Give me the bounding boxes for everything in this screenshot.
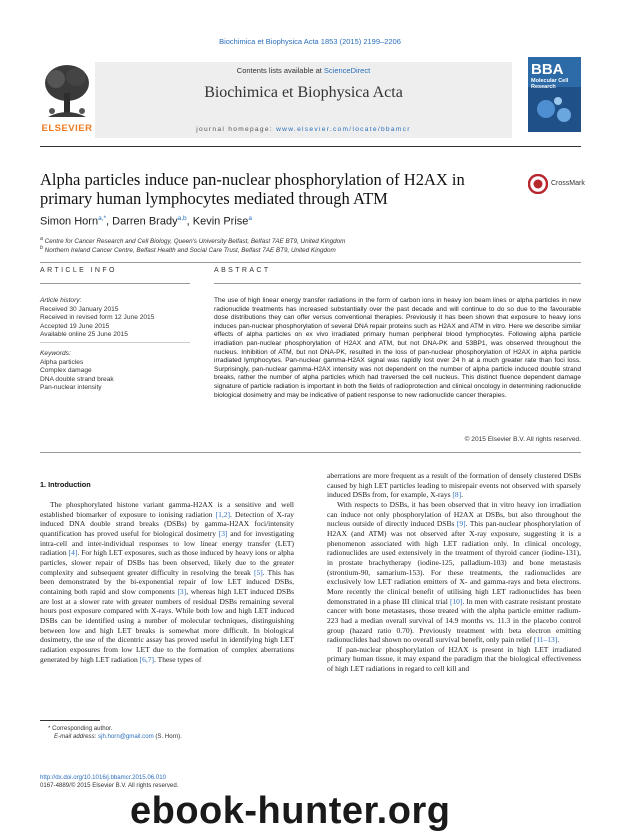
abstract-rule [214,283,581,284]
article-info-rule [40,283,190,284]
email-label: E-mail address: [54,733,97,740]
journal-homepage [95,126,512,133]
corresponding-author-note [48,725,112,732]
doi-link[interactable]: http://dx.doi.org/10.1016/j.bbamcr.2015.06.010 [40,774,167,781]
body-column-left [40,500,294,664]
footnote-rule [40,720,100,721]
author-name[interactable]: Darren Brady [112,215,178,228]
body-text-run: , whereas high LET induced DSBs are lost at a slower rate with greater numbers of residual DSBs remaining several hours post exposure compared with X-rays. While both low and high LET induced DSBs can be identified using a number of molecular techniques, distinguishing between low and high LET breaks is somewhat more difficult. In biological dosimetry, the use of the dicentric assay has proved useful in identifying high LET radiation exposures from low LET due to the formation of complex aberrations generated by high LET radiation [40,586,294,664]
abstract-text: The use of high linear energy transfer radiations in the form of carbon ions in heavy ion beam lines or alpha particles in new radionuclide treatments has increased substantially over the past decade and will continue to do so due to the favourable dose distributions they can offer versus conventional therapies. Previously it has been shown that exposure to heavy ions induces pan-nuclear phosphorylation of several DNA repair proteins such as H2AX and ATM in vitro. Here we describe similar effects of alpha particles on ex vivo irradiated primary human peripheral blood lymphocytes. Following alpha particle irradiation pan-nuclear phosphorylation of H2AX and ATM, but not DNA-PK and 53BP1, was observed throughout the nucleus. Inhibition of ATM, but not DNA-PK, resulted in the loss of pan-nuclear phosphorylation of H2AX in alpha particle irradiated lymphocytes. Pan-nuclear gamma-H2AX signal was rapidly lost over 24 h at a much greater rate than foci loss. Surprisingly, pan-nuclear gamma-H2AX intensity was not dependent on the number of alpha particle induced double strand breaks, rather the number of alpha particles which had traversed the cell nucleus. This distinct fluence dependent damage signature of particle radiation is important in both the fields of radioprotection and clinical oncology in determining radionuclide biological dosimetry and may be indicative of patient response to new radionuclide cancer therapies. [214,297,581,399]
author-name[interactable]: Simon Horn [40,215,99,228]
abstract-copyright: © 2015 Elsevier B.V. All rights reserved. [464,436,581,443]
sciencedirect-link[interactable]: ScienceDirect [323,66,371,75]
contents-prefix: Contents lists available at [236,66,322,75]
body-text-run: . [557,635,560,645]
body-text-run: . These types of [154,654,202,664]
issn-line: 0167-4889/© 2015 Elsevier B.V. All rights reserved. [40,782,179,789]
crossmark-badge[interactable] [528,174,598,196]
watermark: ebook-hunter.org [130,790,451,832]
body-text-run: aberrations are more frequent as a result of the formation of densely clustered DSBs caused by high LET particles leading to misrepair events not observed with sparsely induced DSBs from, for example, X-rays [327,471,581,500]
citation-link[interactable]: [8] [452,490,462,500]
keywords-rule [40,342,190,343]
publisher-name: ELSEVIER [41,123,93,134]
body-paragraph [327,500,581,645]
crossmark-label: CrossMark [551,180,585,187]
keywords [40,350,180,393]
homepage-prefix: journal homepage: [196,126,273,133]
affiliation-mark: b [40,245,43,251]
body-text-run: . [461,490,464,500]
homepage-link[interactable]: www.elsevier.com/locate/bbamcr [276,126,411,133]
cover-subtitle: Molecular Cell Research [531,78,569,90]
contents-line [95,66,512,75]
journal-reference[interactable]: Biochimica et Biophysica Acta 1853 (2015) 2199–2206 [219,37,401,46]
keyword: Alpha particles [40,358,84,366]
body-text-run: . Detection of X-ray induced DNA double strand breaks (DSBs) by gamma-H2AX foci/intensity quantification has proved useful for biological dosimetry [40,509,294,538]
journal-cover[interactable] [528,57,581,132]
keyword: Complex damage [40,367,92,375]
cover-title: BBA [531,61,564,78]
section-heading: 1. Introduction [40,480,91,489]
journal-title: Biochimica et Biophysica Acta [204,84,403,101]
header-rule [40,146,581,147]
body-paragraph [327,471,581,500]
footnote-marker: * [48,725,51,732]
history-heading: Article history: [40,297,82,304]
author-email-link[interactable]: sjh.horn@gmail.com [98,733,154,740]
citation-link[interactable]: [1,2] [215,509,230,519]
body-text-run: . This pan-nuclear phosphorylation of H2AX (and ATM) was not observed after X-ray exposure, suggesting it is a phenomenon associated with high LET radiation only. In clinical oncology, radionuclides are used extensively in the treatment of thyroid cancer (iodine-131), in prostate brachytherapy (iodine-125, palladium-103) and bone metastasis (strontium-90, samarium-153). For these treatments, the radionuclides are exclusively low LET radiation emitters of X- and gamma-rays and beta electrons. More recently the clinical benefit of utilising high LET radionuclides has been demonstrated in a phase III clinical trial [327,519,581,606]
affiliation [40,236,345,245]
elsevier-logo[interactable] [40,59,94,137]
body-text-run: The phosphorylated histone variant gamma-H2AX is a sensitive and well established biomarker of exposure to ionising radiation [40,500,294,519]
citation-link[interactable]: [9] [456,519,466,529]
body-paragraph [327,645,581,674]
email-suffix: (S. Horn). [155,733,182,740]
email-note [54,733,182,740]
author-affiliation-mark[interactable]: a,* [98,215,107,222]
article-history [40,297,180,340]
affiliation [40,245,336,254]
abstract-label: ABSTRACT [214,267,271,274]
citation-link[interactable]: [10] [449,596,463,606]
article-info-label: ARTICLE INFO [40,267,117,274]
body-text-run: . This has been demonstrated by the bi-exponential repair of low LET induced DSBs, containing both rapid and slow components [40,567,294,596]
author-name[interactable]: Kevin Prise [192,215,249,228]
footnote-text: Corresponding author. [52,725,113,732]
body-text-run: If pan-nuclear phosphorylation of H2AX is present in high LET irradiated primary human tissue, it may expand the paradigm that the biological effectiveness of high LET radiations in regard to cell kill and [327,644,581,674]
body-paragraph [40,500,294,664]
citation-link[interactable]: [5] [253,567,263,577]
keywords-heading: Keywords: [40,350,71,357]
citation-link[interactable]: [11–13] [533,635,558,645]
author-affiliation-mark[interactable]: a [248,215,253,222]
author-affiliation-mark[interactable]: a,b [177,215,187,222]
keyword: DNA double strand break [40,375,114,383]
citation-link[interactable]: [6,7] [139,654,154,664]
keyword: Pan-nuclear intensity [40,384,102,392]
body-text-run: . In men with castrate resistant prostate cancer with bone metastases, those treated with the alpha particle emitter radium-223 had a median overall survival of 14.9 months vs. 11.3 in the placebo control group (hazard ratio 0.70). Previously treatment with beta electron emitting radionuclides had shown no overall survival benefit, only pain relief [327,596,581,645]
history-item: Accepted 19 June 2015 [40,322,110,330]
history-item: Received in revised form 12 June 2015 [40,314,155,322]
affiliation-text: Northern Ireland Cancer Centre, Belfast Health and Social Care Trust, Belfast 7AE BT9, United Kingdom [44,247,336,255]
crossmark-icon [528,174,548,194]
section-rule [40,262,581,263]
body-column-right [327,471,581,674]
body-text-run: and for investigating intra-cell and inter-individual responses to low linear energy transfer (LET) radiation [40,528,294,558]
citation-link[interactable]: [4] [68,548,78,558]
citation-link[interactable]: [3] [177,586,187,596]
affiliation-mark: a [40,236,43,242]
history-item: Available online 25 June 2015 [40,331,128,339]
body-text-run: With respects to DSBs, it has been observed that in vitro heavy ion irradiation can induce not only phosphorylation of H2AX at DSBs, but also throughout the nucleus outside of directly induced DSBs [327,499,581,529]
citation-link[interactable]: [3] [218,528,228,538]
body-text-run: . For high LET exposures, such as those induced by heavy ions or alpha particles, slower repair of DSBs has been observed, likely due to the greater complexity and subsequent greater difficulty in resolving the break [40,548,294,577]
affiliation-text: Centre for Cancer Research and Cell Biology, Queen's University Belfast, Belfast 7AE BT9, United Kingdom [44,238,346,246]
history-item: Received 30 January 2015 [40,305,119,313]
article-title: Alpha particles induce pan-nuclear phosphorylation of H2AX in primary human lymphocytes mediated through ATM [40,170,465,208]
abstract-bottom-rule [40,452,581,453]
author-list: Simon Horn$^{a,*}$, Darren Brady$^{a,b}$, Kevin Prise$^a$ [40,215,253,228]
